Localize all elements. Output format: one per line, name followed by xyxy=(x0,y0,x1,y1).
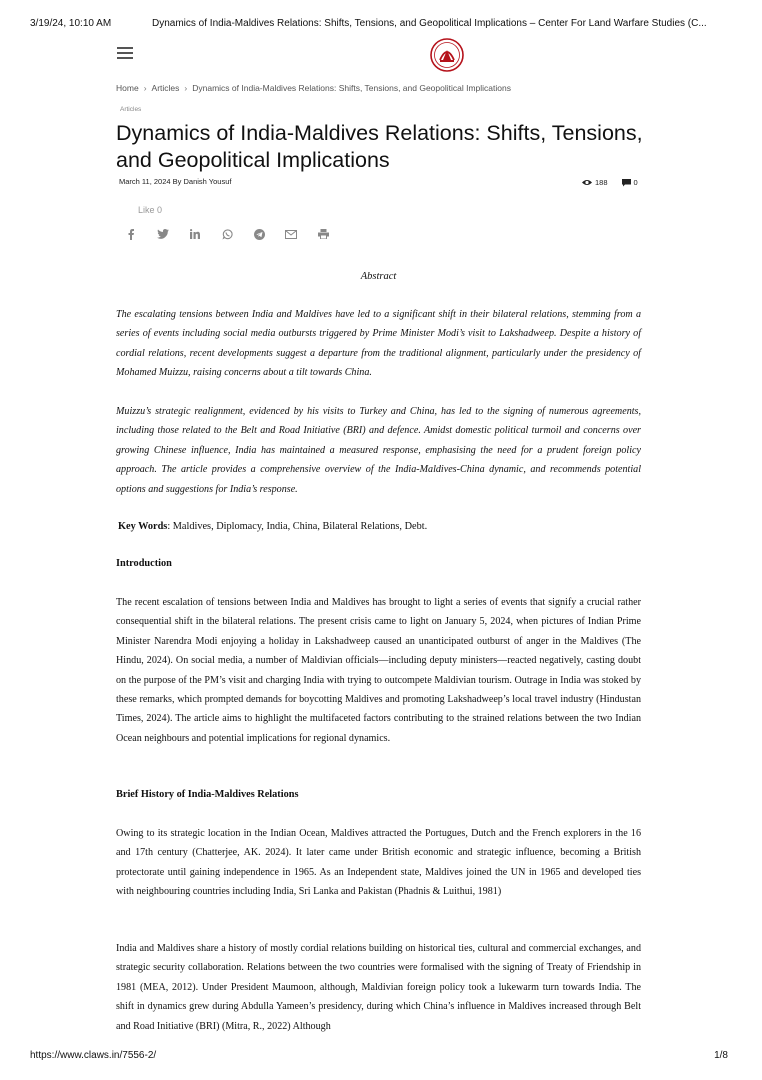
twitter-icon[interactable] xyxy=(156,228,170,240)
hamburger-icon[interactable] xyxy=(117,47,133,60)
keywords xyxy=(118,521,427,532)
print-page-number: 1/8 xyxy=(714,1050,728,1061)
comments-stat[interactable] xyxy=(622,178,638,187)
comment-icon xyxy=(622,179,631,187)
print-document-title: Dynamics of India-Maldives Relations: Shifts, Tensions, and Geopolitical Implications – Center For Land Warfare Studies (C... xyxy=(152,18,707,29)
breadcrumb-separator: › xyxy=(143,83,147,93)
keywords-label: Key Words xyxy=(118,521,168,532)
article-date: March 11, 2024 xyxy=(119,177,171,186)
print-footer-url: https://www.claws.in/7556-2/ xyxy=(30,1050,157,1061)
abstract-paragraph-1: The escalating tensions between India and Maldives have led to a significant shift in their bilateral relations, stemming from a series of events including social media outbursts triggered by Prime Minister Modi’s visit to Lakshadweep. Despite a history of cordial relations, recent developments suggest a departure from the traditional alignment, particularly under the presidency of Mohamed Muizzu, raising concerns about a tilt towards China. xyxy=(116,309,641,379)
share-bar xyxy=(124,228,348,240)
views-stat xyxy=(582,178,608,187)
views-count: 188 xyxy=(595,178,608,187)
print-datetime: 3/19/24, 10:10 AM xyxy=(30,18,112,29)
keywords-text: : Maldives, Diplomacy, India, China, Bilateral Relations, Debt. xyxy=(167,521,428,532)
article-meta xyxy=(119,177,231,186)
breadcrumb-current: Dynamics of India-Maldives Relations: Shifts, Tensions, and Geopolitical Implications xyxy=(192,83,511,93)
article-category[interactable]: Articles xyxy=(120,106,142,113)
claws-logo[interactable] xyxy=(430,38,464,72)
print-icon[interactable] xyxy=(316,228,330,240)
email-icon[interactable] xyxy=(284,228,298,240)
eye-icon xyxy=(582,179,592,186)
breadcrumb-home[interactable]: Home xyxy=(116,83,139,93)
article-title: Dynamics of India-Maldives Relations: Shifts, Tensions, and Geopolitical Implications xyxy=(116,121,643,172)
introduction-paragraph: The recent escalation of tensions between India and Maldives has brought to light a series of events that signify a crucial rather consequential shift in the bilateral relations. The present crisis came to light on January 5, 2024, when pictures of Indian Prime Minister Narendra Modi enjoying a holiday in Lakshadweep caused an unanticipated outburst of anger in the Maldives (The Hindu, 2024). On social media, a number of Maldivian officials—including deputy ministers—reacted negatively, casting doubt on the purpose of the PM’s visit and charging India with trying to outcompete Maldivian tourism. Outrage in India was stoked by these remarks, which prompted demands for boycotting Maldives and promoting Lakshadweep’s local travel industry (Hindustan Times, 2024). The article aims to highlight the multifaceted factors contributing to the strained relations between the two Indian Ocean neighbours and potential implications for regional dynamics. xyxy=(116,597,641,744)
history-paragraph-2: India and Maldives share a history of mostly cordial relations building on historical ties, cultural and commercial exchanges, and strategic security collaboration. Relations between the two countries were formalised with the signing of Treaty of Friendship in 1981 (MEA, 2012). Under President Maumoon, although, Maldivian foreign policy took a lukewarm turn towards India. The shift in dynamics grew during Abdulla Yameen’s presidency, during which China’s influence in Maldives increased through Belt and Road Initiative (BRI) (Mitra, R., 2022) Although xyxy=(116,943,641,1032)
article-author[interactable]: By Danish Yousuf xyxy=(172,177,232,186)
breadcrumb-separator: › xyxy=(184,83,188,93)
like-button[interactable]: Like 0 xyxy=(138,205,163,215)
whatsapp-icon[interactable] xyxy=(220,228,234,240)
history-paragraph-1: Owing to its strategic location in the Indian Ocean, Maldives attracted the Portugues, Dutch and the French explorers in the 16 and 17th century (Chatterjee, AK. 2024). It later came under British economic and strategic influence, becoming a British protectorate until gaining independence in 1965. As an Independent state, Maldives joined the UN in 1965 and developed ties with neighbouring countries including India, Sri Lanka and Pakistan (Phadnis & Luithui, 1981) xyxy=(116,828,641,898)
abstract-heading: Abstract xyxy=(360,271,397,282)
article-stats xyxy=(582,178,638,187)
facebook-icon[interactable] xyxy=(124,228,138,240)
telegram-icon[interactable] xyxy=(252,228,266,240)
breadcrumb-articles[interactable]: Articles xyxy=(151,83,180,93)
history-heading: Brief History of India-Maldives Relations xyxy=(116,789,299,800)
linkedin-icon[interactable] xyxy=(188,228,202,240)
abstract-paragraph-2: Muizzu’s strategic realignment, evidenced by his visits to Turkey and China, has led to the signing of numerous agreements, including those related to the Belt and Road Initiative (BRI) and defence. Amidst domestic political turmoil and concerns over growing Chinese influence, India has maintained a measured response, emphasising the need for a prudent foreign policy approach. The article provides a comprehensive overview of the India-Maldives-China dynamic, and recommends potential options and suggestions for India’s response. xyxy=(116,406,641,495)
introduction-heading: Introduction xyxy=(116,558,172,569)
breadcrumb xyxy=(116,83,511,93)
print-header xyxy=(0,0,762,50)
comments-count: 0 xyxy=(633,178,638,187)
